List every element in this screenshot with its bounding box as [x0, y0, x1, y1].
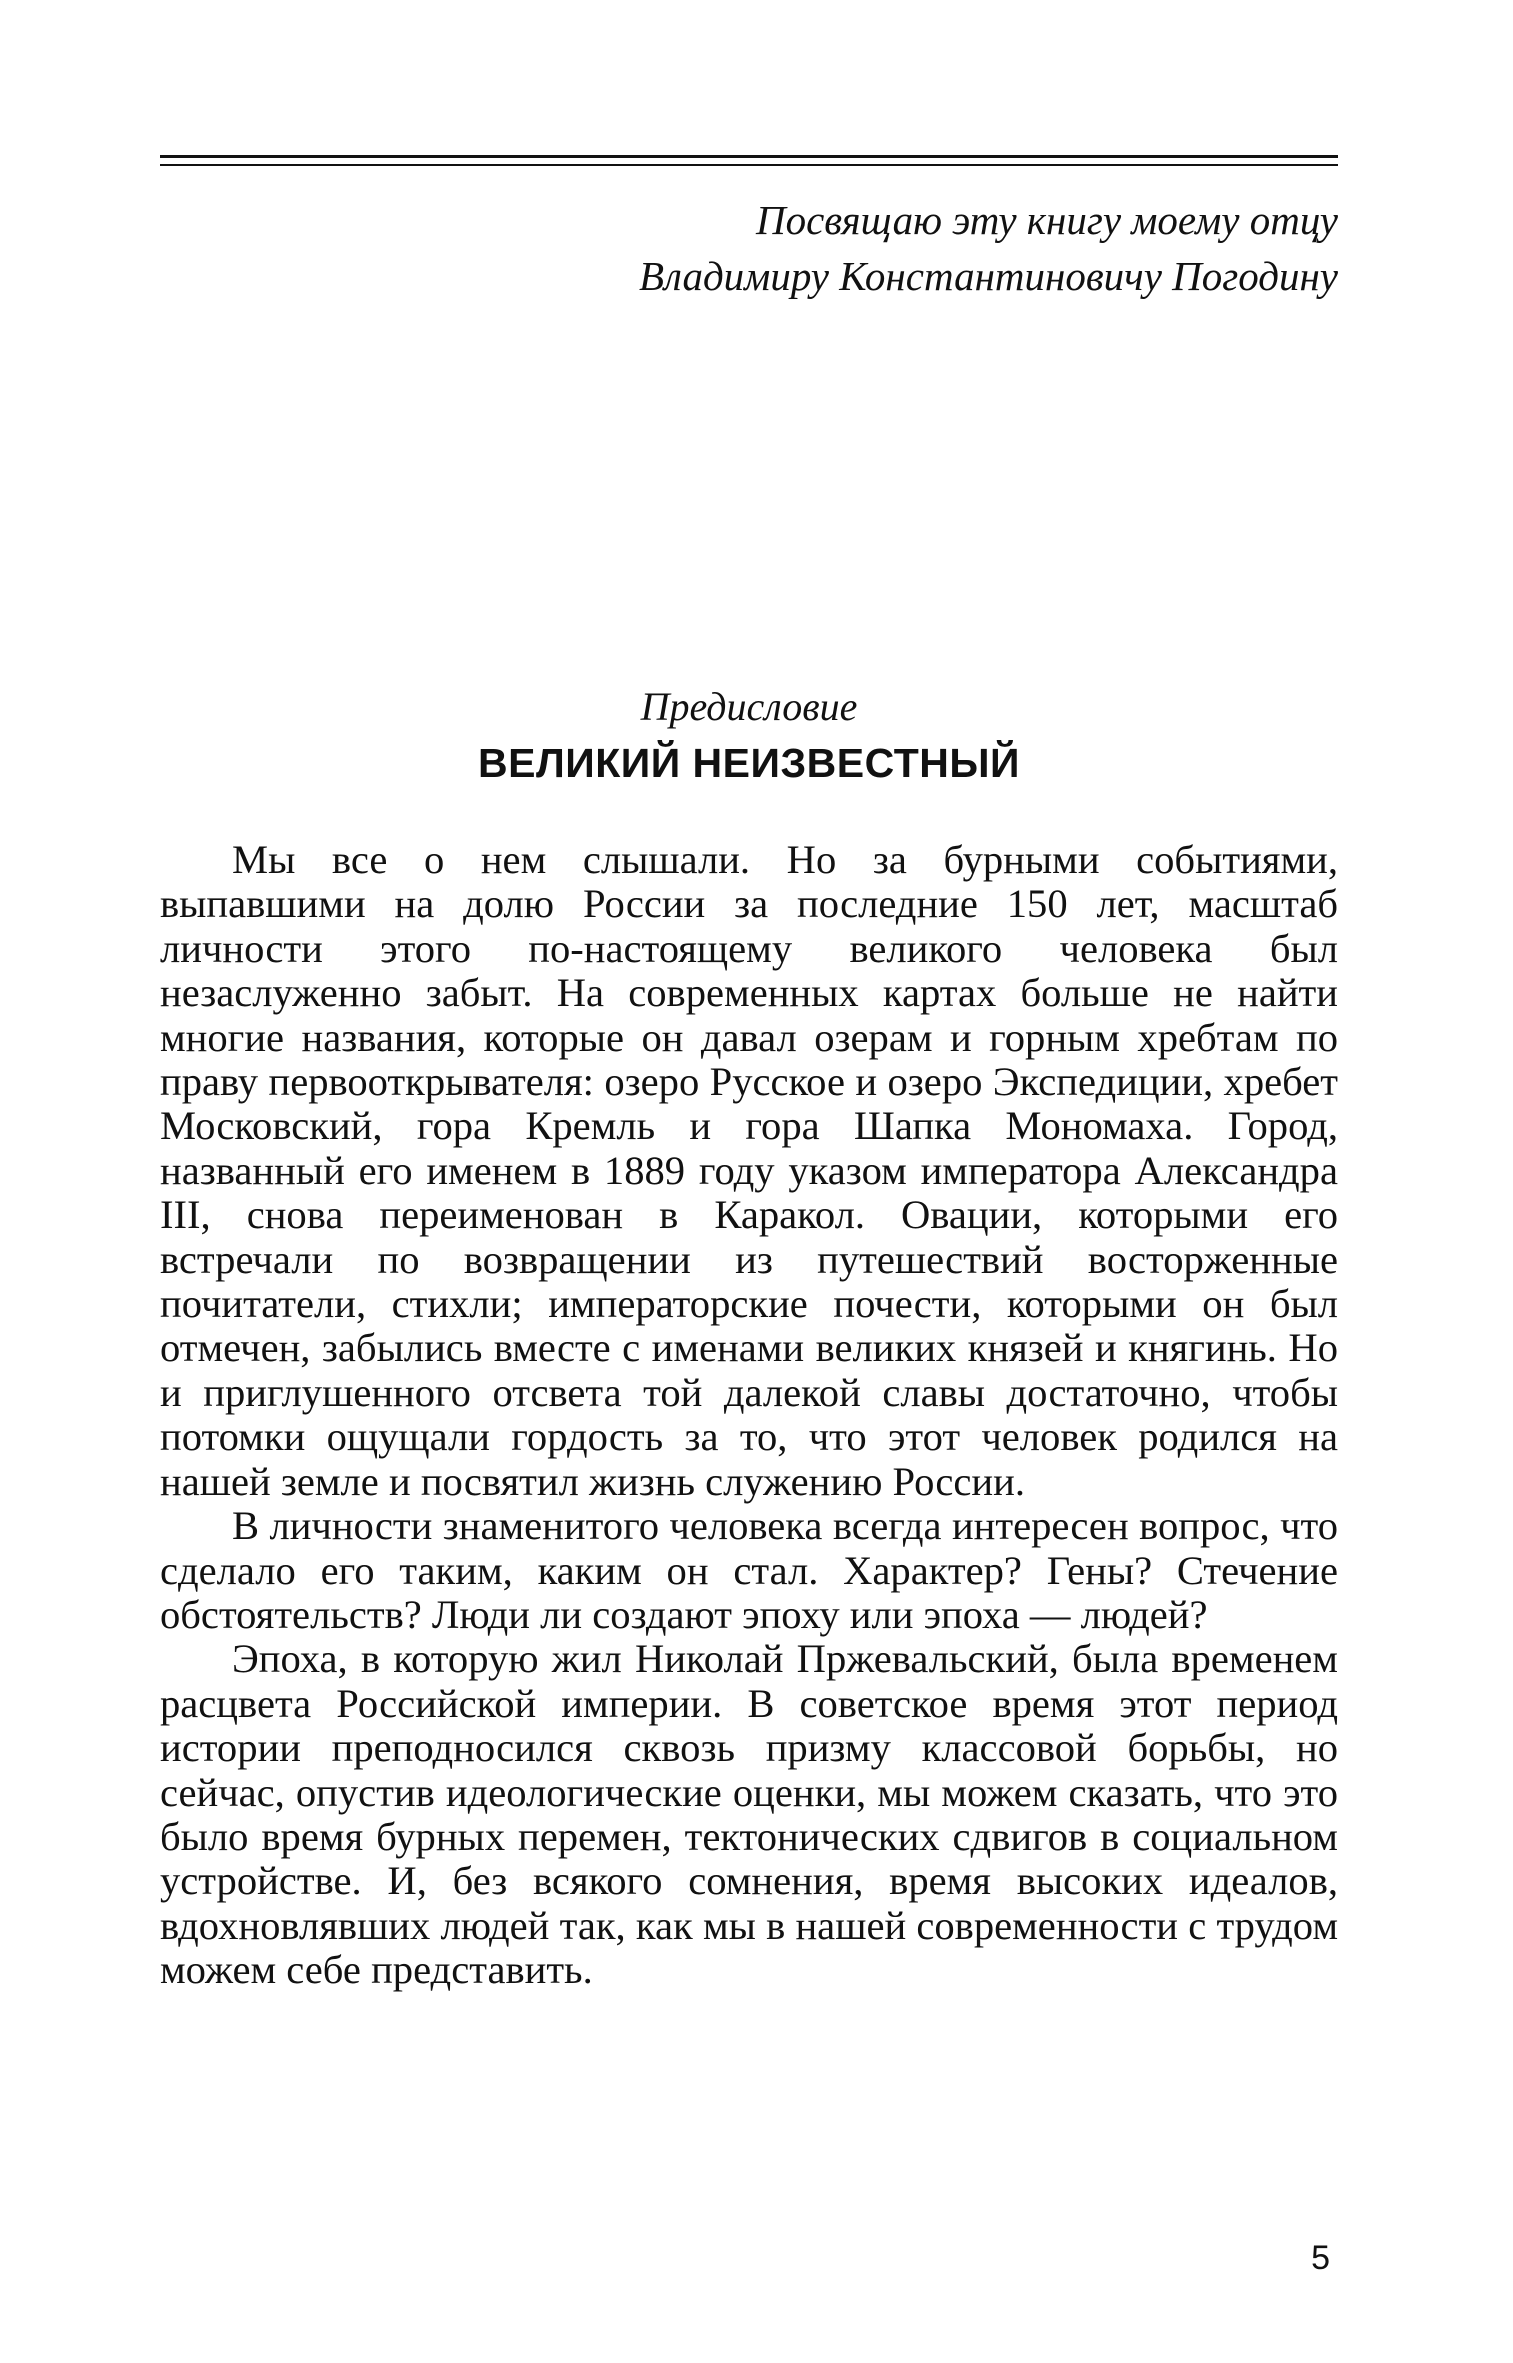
body-text	[160, 838, 1338, 1993]
header-rule-thin	[160, 164, 1338, 166]
chapter-label: Предисловие	[640, 684, 858, 729]
chapter-heading	[160, 683, 1338, 791]
dedication	[160, 192, 1338, 304]
header-rule-thick	[160, 155, 1338, 158]
dedication-line-2: Владимиру Константиновичу Погодину	[639, 253, 1338, 299]
dedication-line-1: Посвящаю эту книгу моему отцу	[755, 197, 1338, 243]
paragraph-3: Эпоха, в которую жил Николай Пржевальский, была временем расцвета Российской империи. В советское время этот период истории преподносился сквозь призму классовой борьбы, но сейчас, опустив идеологические оценки, мы можем сказать, что это было время бурных перемен, тектонических сдвигов в социальном устройстве. И, без всякого сомнения, время высоких идеалов, вдохновлявших людей так, как мы в нашей современности с трудом можем себе представить.	[160, 1636, 1338, 1993]
chapter-title: ВЕЛИКИЙ НЕИЗВЕСТНЫЙ	[478, 740, 1020, 786]
book-page	[160, 0, 1338, 2363]
paragraph-1: Мы все о нем слышали. Но за бурными событиями, выпавшими на долю России за последние 150 лет, масштаб личности этого по-настоящему великого человека был незаслуженно забыт. На современных картах больше не найти многие названия, которые он давал озерам и горным хребтам по праву первооткрывателя: озеро Русское и озеро Экспедиции, хребет Московский, гора Кремль и гора Шапка Мономаха. Город, названный его именем в 1889 году указом императора Александра III, снова переименован в Каракол. Овации, которыми его встречали по возвращении из путешествий восторженные почитатели, стихли; императорские почести, которыми он был отмечен, забылись вместе с именами великих князей и княгинь. Но и приглушенного отсвета той далекой славы достаточно, чтобы потомки ощущали гордость за то, что этот человек родился на нашей земле и посвятил жизнь служению России.	[160, 837, 1338, 1504]
page-number: 5	[1311, 2239, 1330, 2277]
paragraph-2: В личности знаменитого человека всегда интересен вопрос, что сделало его таким, каким он стал. Характер? Гены? Стечение обстоятельств? Люди ли создают эпоху или эпоха — людей?	[160, 1503, 1338, 1637]
